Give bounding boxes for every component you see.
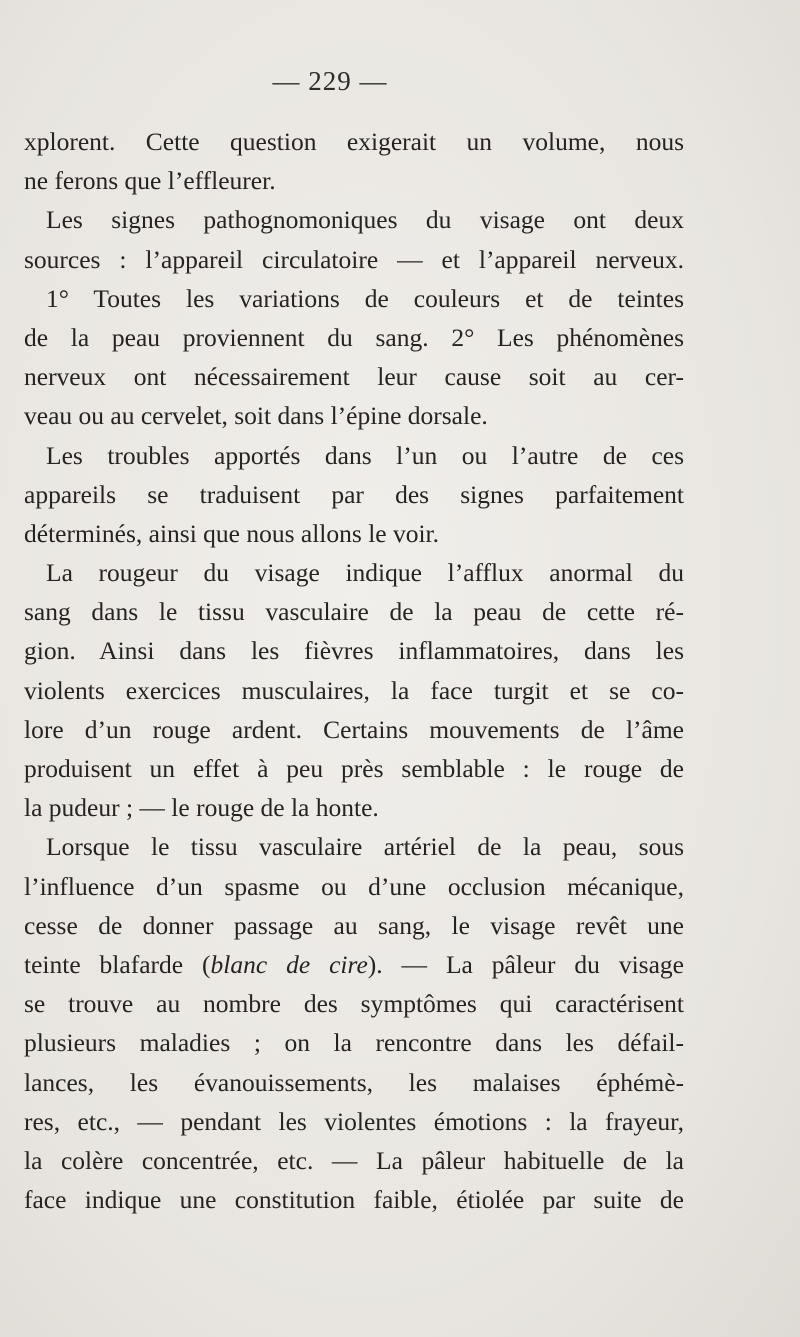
text-line: res, etc., — pendant les violentes émotions : la frayeur,	[24, 1106, 684, 1136]
text-line: lances, les évanouissements, les malaises éphémè-	[24, 1067, 684, 1097]
text-line: déterminés, ainsi que nous allons le voir.	[24, 518, 440, 548]
text-line: 1° Toutes les variations de couleurs et de teintes	[46, 283, 684, 313]
text-line: la pudeur ; — le rouge de la honte.	[24, 793, 379, 823]
text-line: gion. Ainsi dans les fièvres inflammatoires, dans les	[24, 636, 684, 666]
text-line: La rougeur du visage indique l’afflux anormal du	[46, 558, 684, 588]
text-line: plusieurs maladies ; on la rencontre dans les défail-	[24, 1028, 684, 1058]
text-line: appareils se traduisent par des signes parfaitement	[24, 479, 684, 509]
text-line: cesse de donner passage au sang, le visage revêt une	[24, 910, 684, 940]
text-segment: teinte blafarde (	[24, 949, 211, 979]
text-line: produisent un effet à peu près semblable : le rouge de	[24, 754, 684, 783]
text-line: nerveux ont nécessairement leur cause soit au cer-	[24, 362, 684, 392]
text-line: se trouve au nombre des symptômes qui caractérisent	[24, 989, 684, 1019]
text-line: la colère concentrée, etc. — La pâleur habituelle de la	[24, 1145, 684, 1175]
text-line: Lorsque le tissu vasculaire artériel de la peau, sous	[46, 832, 684, 862]
italic-phrase: blanc de cire	[210, 949, 368, 979]
text-line: Les signes pathognomoniques du visage ont deux	[46, 205, 684, 235]
text-line: de la peau proviennent du sang. 2° Les phénomènes	[24, 322, 684, 352]
text-line: violents exercices musculaires, la face turgit et se co-	[24, 675, 684, 705]
text-line-with-italic	[24, 945, 684, 984]
body-text	[24, 122, 684, 1219]
text-line: lore d’un rouge ardent. Certains mouvements de l’âme	[24, 714, 684, 744]
text-line: veau ou au cervelet, soit dans l’épine dorsale.	[24, 401, 488, 431]
text-line: l’influence d’un spasme ou d’une occlusion mécanique,	[24, 871, 684, 901]
text-line: sang dans le tissu vasculaire de la peau de cette ré-	[24, 597, 684, 627]
text-line: face indique une constitution faible, étiolée par suite de	[24, 1185, 684, 1215]
page-number: — 229 —	[272, 66, 388, 96]
text-line: sources : l’appareil circulatoire — et l’appareil nerveux.	[24, 244, 684, 274]
text-line: xplorent. Cette question exigerait un volume, nous	[24, 127, 684, 156]
text-line: Les troubles apportés dans l’un ou l’autre de ces	[46, 440, 684, 470]
text-segment: ). — La pâleur du visage	[367, 949, 684, 979]
text-line: ne ferons que l’effleurer.	[24, 166, 276, 196]
